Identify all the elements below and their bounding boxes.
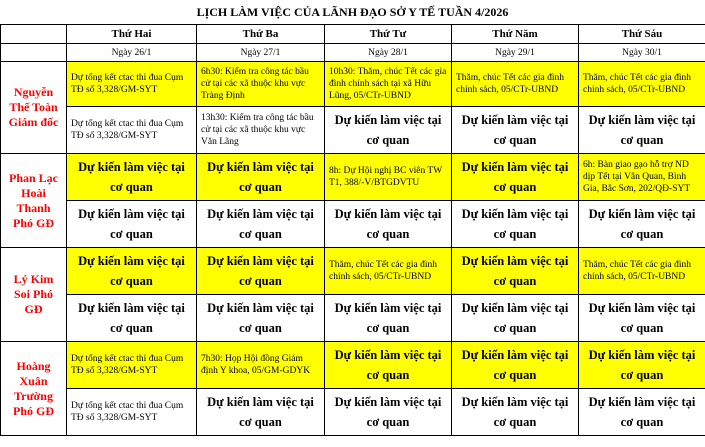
schedule-cell[interactable]: Dự kiến làm việc tại cơ quan bbox=[67, 201, 197, 248]
date-header-row bbox=[1, 44, 705, 62]
schedule-cell[interactable]: Dự kiến làm việc tại cơ quan bbox=[452, 248, 579, 295]
schedule-cell[interactable]: Dự kiến làm việc tại cơ quan bbox=[452, 107, 579, 154]
date-header[interactable]: Ngày 27/1 bbox=[197, 44, 325, 62]
schedule-cell[interactable]: Dự tổng kết ctac thi đua Cụm TĐ số 3,328/GM-SYT bbox=[67, 62, 197, 107]
leader-name[interactable]: Phan Lạc Hoài Thanh Phó GĐ bbox=[1, 154, 67, 248]
day-header-row bbox=[1, 25, 705, 44]
schedule-cell[interactable]: Dự kiến làm việc tại cơ quan bbox=[579, 295, 705, 342]
schedule-cell[interactable]: Dự kiến làm việc tại cơ quan bbox=[452, 201, 579, 248]
leader-name[interactable]: Hoàng Xuân Trường Phó GĐ bbox=[1, 342, 67, 436]
schedule-cell[interactable]: 6h: Bàn giao gạo hỗ trợ ND dịp Tết tại Vân Quan, Bình Gia, Bắc Sơn, 202/QĐ-SYT bbox=[579, 154, 705, 201]
schedule-cell[interactable]: Dự kiến làm việc tại cơ quan bbox=[325, 201, 452, 248]
day-header[interactable]: Thứ Tư bbox=[325, 25, 452, 44]
day-header[interactable]: Thứ Ba bbox=[197, 25, 325, 44]
schedule-cell[interactable]: Dự kiến làm việc tại cơ quan bbox=[325, 295, 452, 342]
day-header[interactable]: Thứ Hai bbox=[67, 25, 197, 44]
schedule-row-morning bbox=[1, 342, 705, 389]
schedule-row-afternoon bbox=[1, 201, 705, 248]
schedule-cell[interactable]: Dự kiến làm việc tại cơ quan bbox=[197, 248, 325, 295]
schedule-cell[interactable]: Dự kiến làm việc tại cơ quan bbox=[452, 154, 579, 201]
schedule-cell[interactable]: Thăm, chúc Tết các gia đình chính sách, 05/CTr-UBND bbox=[579, 248, 705, 295]
schedule-row-morning bbox=[1, 62, 705, 107]
schedule-cell[interactable]: Dự kiến làm việc tại cơ quan bbox=[325, 389, 452, 436]
schedule-cell[interactable]: 13h30: Kiểm tra công tác bầu cử tại các xã thuộc khu vực Văn Lãng bbox=[197, 107, 325, 154]
schedule-cell[interactable]: Dự kiến làm việc tại cơ quan bbox=[452, 295, 579, 342]
schedule-cell[interactable]: Dự kiến làm việc tại cơ quan bbox=[197, 154, 325, 201]
schedule-cell[interactable]: Dự kiến làm việc tại cơ quan bbox=[579, 107, 705, 154]
schedule-cell[interactable]: Dự kiến làm việc tại cơ quan bbox=[67, 248, 197, 295]
schedule-cell[interactable]: Dự tổng kết ctac thi đua Cụm TĐ số 3,328/GM-SYT bbox=[67, 342, 197, 389]
schedule-cell[interactable]: Thăm, chúc Tết các gia đình chính sách, 05/CTr-UBND bbox=[325, 248, 452, 295]
schedule-cell[interactable]: Dự kiến làm việc tại cơ quan bbox=[67, 295, 197, 342]
leader-name[interactable]: Lý Kim Soi Phó GĐ bbox=[1, 248, 67, 342]
schedule-cell[interactable]: Dự kiến làm việc tại cơ quan bbox=[579, 201, 705, 248]
corner-cell bbox=[1, 44, 67, 62]
schedule-cell[interactable]: Thăm, chúc Tết các gia đình chính sách, 05/CTr-UBND bbox=[452, 62, 579, 107]
date-header[interactable]: Ngày 28/1 bbox=[325, 44, 452, 62]
schedule-cell[interactable]: Dự kiến làm việc tại cơ quan bbox=[579, 342, 705, 389]
schedule-row-afternoon bbox=[1, 107, 705, 154]
schedule-cell[interactable]: Thăm, chúc Tết các gia đình chính sách, 05/CTr-UBND bbox=[579, 62, 705, 107]
schedule-cell[interactable]: Dự kiến làm việc tại cơ quan bbox=[325, 342, 452, 389]
schedule-cell[interactable]: Dự kiến làm việc tại cơ quan bbox=[197, 201, 325, 248]
schedule-table bbox=[0, 24, 705, 436]
schedule-cell[interactable]: Dự kiến làm việc tại cơ quan bbox=[197, 389, 325, 436]
schedule-cell[interactable]: 10h30: Thăm, chúc Tết các gia đình chính sách tại xã Hữu Lũng, 05/CTr-UBND bbox=[325, 62, 452, 107]
schedule-cell[interactable]: 8h: Dự Hội nghị BC viên TW T1, 388/-V/BTGDVTU bbox=[325, 154, 452, 201]
page-title: LỊCH LÀM VIỆC CỦA LÃNH ĐẠO SỞ Y TẾ TUẦN 4/2026 bbox=[196, 5, 509, 19]
schedule-cell[interactable]: Dự kiến làm việc tại cơ quan bbox=[67, 154, 197, 201]
day-header[interactable]: Thứ Sáu bbox=[579, 25, 705, 44]
schedule-cell[interactable]: Dự kiến làm việc tại cơ quan bbox=[452, 389, 579, 436]
schedule-cell[interactable]: 6h30: Kiểm tra công tác bầu cử tại các xã thuộc khu vực Tràng Định bbox=[197, 62, 325, 107]
schedule-cell[interactable]: Dự tổng kết ctac thi đua Cụm TĐ số 3,328/GM-SYT bbox=[67, 107, 197, 154]
schedule-cell[interactable]: 7h30: Họp Hội đồng Giám định Y khoa, 05/GM-GDYK bbox=[197, 342, 325, 389]
schedule-row-morning bbox=[1, 248, 705, 295]
corner-cell bbox=[1, 25, 67, 44]
day-header[interactable]: Thứ Năm bbox=[452, 25, 579, 44]
schedule-cell[interactable]: Dự kiến làm việc tại cơ quan bbox=[452, 342, 579, 389]
schedule-cell[interactable]: Dự kiến làm việc tại cơ quan bbox=[325, 107, 452, 154]
schedule-cell[interactable]: Dự kiến làm việc tại cơ quan bbox=[197, 295, 325, 342]
schedule-row-afternoon bbox=[1, 295, 705, 342]
date-header[interactable]: Ngày 30/1 bbox=[579, 44, 705, 62]
date-header[interactable]: Ngày 26/1 bbox=[67, 44, 197, 62]
schedule-cell[interactable]: Dự kiến làm việc tại cơ quan bbox=[579, 389, 705, 436]
schedule-cell[interactable]: Dự tổng kết ctac thi đua Cụm TĐ số 3,328/GM-SYT bbox=[67, 389, 197, 436]
schedule-row-afternoon bbox=[1, 389, 705, 436]
leader-name[interactable]: Nguyễn Thế Toàn Giám đốc bbox=[1, 62, 67, 154]
schedule-row-morning bbox=[1, 154, 705, 201]
date-header[interactable]: Ngày 29/1 bbox=[452, 44, 579, 62]
